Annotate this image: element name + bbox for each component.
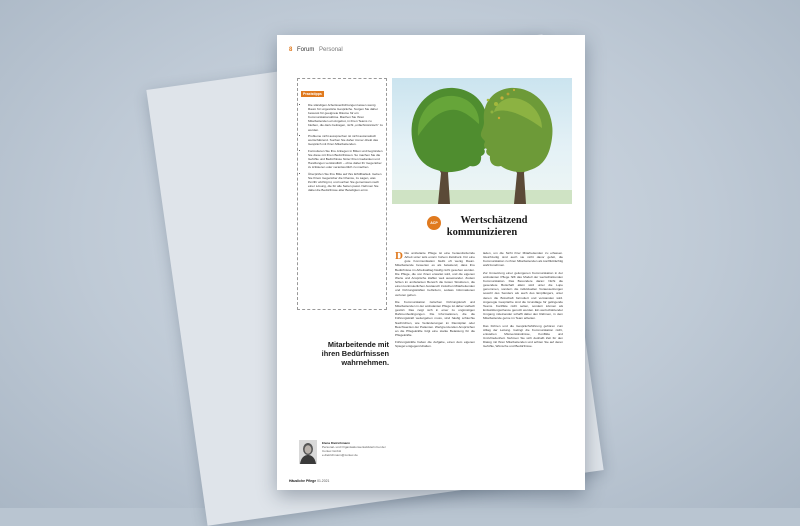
tree-heads-illustration — [392, 78, 572, 204]
pull-quote — [293, 340, 389, 367]
article-title — [397, 215, 567, 239]
article-column-1 — [395, 251, 475, 351]
page-number: 8 — [289, 47, 293, 53]
author-photo — [299, 440, 317, 464]
header-section: Personal — [319, 47, 343, 53]
footer-issue: 01.2021 — [317, 479, 330, 483]
article-title-icon: ACP — [427, 216, 441, 230]
tip-item: • Die ständigen Arbeitsverdichtungen lassen wenig Raum für ungestörte Gespräche. Sorgen Sie daher bewusst für geeignete Räume für ein Kommunikationsklima. Machen Sie Ihren Mitarbeitenden ein Angebot, in ihren Teams zu bleiben, die dazu beitragen, nicht „unfachmännisch“ zu werden. — [308, 103, 383, 132]
author-role: Personal- und Organisationsentwicklerin bei der Contec GmbH — [322, 445, 386, 453]
article-paragraph: D Die ambulante Pflege ist eine herausfordernde Arbeit unter teils enorm hohem Zeitdruck. Für eine gute Kommunikation bleibt oft wenig Raum. Mitarbeitende bewerten es als belastend, dass ihre Bedürfnisse im Arbeitsalltag häufig nicht gesehen werden. Die Pflege, die von ihnen erwartet wird, und die eigenen Werte und Ansprüche klaffen weit auseinander. Zudem fehlen im ambulanten Bereich die festen Strukturen, die einen kontinuierlichen Austausch zwischen Mitarbeitenden und Führungskräften befördern, sodass Informationen verloren gehen. — [395, 249, 475, 297]
article-title-line2: kommunizieren — [446, 227, 518, 238]
tip-box — [297, 78, 387, 310]
tip-item: • Probleme nicht aussprechen ist nicht automatisch wertschätzend. Suchen Sie daher immer direkt das Gespräch mit Ihren Mitarbeitenden. — [308, 134, 383, 146]
page-header — [289, 47, 343, 53]
author-email: e.dietrichmann@contec.de — [322, 453, 358, 457]
article-image — [392, 78, 572, 204]
article-paragraph: Das Führen und die Gesprächsführung gehören zum Alltag der Leitung. Gelingt die Kommunikation nicht, entstehen Missverständnisse, Konflikte und Unzufriedenheit. Nehmen Sie sich deshalb Zeit für den Dialog mit Ihren Mitarbeitenden und achten Sie auf deren Gefühle, Wünsche und Bedürfnisse. — [483, 323, 563, 349]
article-paragraph: Zur Umsetzung einer gelungenen Kommunikation in der ambulanten Pflege hilft das Modell der wertschätzenden Kommunikation. Das Besondere daran: Nicht die gesendete Botschaft allein wird unter die Lupe genommen, sondern die individuellen Voraussetzungen sowohl des Senders als auch des Empfängers, unter denen die Botschaft formuliert und verstanden wird. Angeregte Gespräche sind die Grundlage für gelingende Teams. Konflikte nicht selten, sondern können als Entwicklungschance genutzt werden. Ein wertschätzender Umgang miteinander schafft dabei den Rahmen, in dem Mitarbeitende gerne im Team arbeiten. — [483, 270, 563, 321]
header-category: Forum — [297, 47, 315, 53]
article-paragraph: Führungskräfte haben die Aufgabe, einen dem eigenen Spiegel entgegenzuhalten. — [395, 340, 475, 349]
article-paragraph: laden, um die Sicht ihrer Mitarbeitenden zu erfassen. Gleichzeitig sind auch sie nicht davor gefeit, die Kommunikation zu ihren Mitarbeitenden als konfliktträchtig wahrzunehmen. — [483, 251, 563, 268]
tip-list — [301, 103, 383, 192]
tip-box-tag: Praxistipps — [303, 92, 322, 96]
tip-item: • Formulieren Sie Ihre Anliegen in Bitten und begründen Sie diese mit Ihren Bedürfnissen. So machen Sie die Gefühle und Bedürfnisse hinter Ihren Gedanken und Handlungen verständlich – ohne dabei Ihr Gegenüber zu kritisieren oder verantwortlich zu machen. — [308, 149, 383, 169]
pull-quote-line: Mitarbeitende mit — [327, 340, 389, 349]
author-info — [322, 441, 392, 457]
author-box — [299, 440, 391, 466]
article-column-2 — [483, 251, 563, 351]
page-footer — [289, 479, 329, 483]
tip-item: • Überprüfen Sie Ihre Bitte auf ihre Erfüllbarkeit. Geben Sie Ihrem Gegenüber die Chance, zu sagen, was ihm/ihr wichtig ist, und suchen Sie gemeinsam nach einer Lösung, die für alle Seiten passt. Nehmen Sie dabei die Bedürfnisse aller Beteiligten ernst. — [308, 172, 383, 192]
footer-magazine: Häusliche Pflege — [289, 479, 317, 483]
pull-quote-line: ihren Bedürfnissen — [321, 349, 389, 358]
author-name: Elena Dietrichmann — [322, 441, 351, 445]
pull-quote-line: wahrnehmen. — [341, 358, 389, 367]
article-paragraph: Die Kommunikation zwischen Führungskraft und Mitarbeitenden in der ambulanten Pflege ist daher vielfach gestört. Das zeigt sich in einer zu ungünstigen Rahmenbedingungen. Die Informationen, die die Führungskraft weitergeben muss, sind häufig schlechte Nachrichten, wie Veränderungen im Dienstplan oder Beschwerden der Patienten. Wertgrenzenden Ansprüchen an die Pflegekräfte folgt eine starke Belastung für die Pflegekräfte. — [395, 299, 475, 337]
drop-cap: D — [395, 249, 403, 262]
magazine-page — [277, 35, 585, 490]
article-title-line1: Wertschätzend — [460, 215, 528, 226]
